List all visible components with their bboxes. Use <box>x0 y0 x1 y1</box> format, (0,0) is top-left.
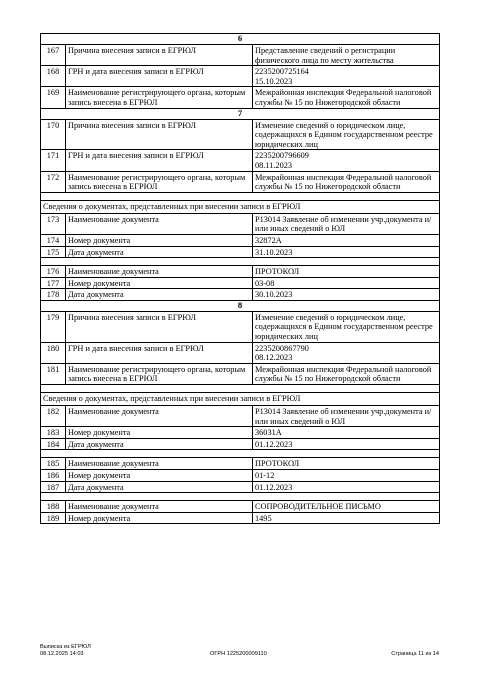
documents-header: Сведения о документах, представленных при внесении записи в ЕГРЮЛ <box>41 200 440 213</box>
spacer-cell <box>41 258 440 266</box>
table-row <box>41 481 440 493</box>
table-row <box>41 150 440 171</box>
row-number: 168 <box>41 66 66 87</box>
field-label: ГРН и дата внесения записи в ЕГРЮЛ <box>66 342 253 363</box>
row-number: 178 <box>41 289 66 301</box>
row-number: 173 <box>41 213 66 234</box>
field-value: 01.12.2023 <box>253 438 440 450</box>
field-label: Номер документа <box>66 234 253 246</box>
field-value: ПРОТОКОЛ <box>253 458 440 470</box>
documents-header-row <box>41 200 440 213</box>
field-value: СОПРОВОДИТЕЛЬНОЕ ПИСЬМО <box>253 501 440 513</box>
field-value: Межрайонная инспекция Федеральной налоговой службы № 15 по Нижегородской области <box>253 363 440 384</box>
field-value: 1495 <box>253 512 440 524</box>
row-number: 183 <box>41 427 66 439</box>
row-number: 181 <box>41 363 66 384</box>
field-label: Номер документа <box>66 470 253 482</box>
field-value: Межрайонная инспекция Федеральной налоговой службы № 15 по Нижегородской области <box>253 87 440 108</box>
row-number: 169 <box>41 87 66 108</box>
row-number: 184 <box>41 438 66 450</box>
table-row <box>41 427 440 439</box>
footer-datetime: 08.12.2025 14:03 <box>40 650 84 657</box>
spacer-row <box>41 258 440 266</box>
spacer-cell <box>41 493 440 501</box>
field-label: Наименование регистрирующего органа, которым запись внесена в ЕГРЮЛ <box>66 87 253 108</box>
table-row <box>41 512 440 524</box>
field-label: Причина внесения записи в ЕГРЮЛ <box>66 311 253 342</box>
table-row <box>41 501 440 513</box>
field-label: Причина внесения записи в ЕГРЮЛ <box>66 45 253 66</box>
field-value: Изменение сведений о юридическом лице, содержащихся в Едином государственном реестре юридических лиц <box>253 311 440 342</box>
table-row <box>41 87 440 108</box>
field-label: Наименование документа <box>66 501 253 513</box>
table-row <box>41 45 440 66</box>
documents-header-row <box>41 393 440 406</box>
field-label: Наименование регистрирующего органа, которым запись внесена в ЕГРЮЛ <box>66 363 253 384</box>
table-row <box>41 66 440 87</box>
egrul-extract-page <box>40 33 439 524</box>
field-label: ГРН и дата внесения записи в ЕГРЮЛ <box>66 150 253 171</box>
records-table-body <box>41 34 440 524</box>
table-row <box>41 277 440 289</box>
documents-header: Сведения о документах, представленных при внесении записи в ЕГРЮЛ <box>41 393 440 406</box>
row-number: 167 <box>41 45 66 66</box>
footer-ogrn: ОГРН 1225200009110 <box>210 651 267 657</box>
field-label: Причина внесения записи в ЕГРЮЛ <box>66 119 253 150</box>
footer-source <box>40 644 91 657</box>
row-number: 172 <box>41 171 66 192</box>
field-value: ПРОТОКОЛ <box>253 266 440 278</box>
field-label: Наименование документа <box>66 406 253 427</box>
field-value: 36031А <box>253 427 440 439</box>
table-row <box>41 342 440 363</box>
footer-source-title: Выписка из ЕГРЮЛ <box>40 644 91 650</box>
field-label: Дата документа <box>66 438 253 450</box>
field-value: 2235200796609 08.11.2023 <box>253 150 440 171</box>
table-row <box>41 406 440 427</box>
table-row <box>41 438 440 450</box>
row-number: 187 <box>41 481 66 493</box>
table-row <box>41 311 440 342</box>
row-number: 179 <box>41 311 66 342</box>
field-value: Изменение сведений о юридическом лице, содержащихся в Едином государственном реестре юридических лиц <box>253 119 440 150</box>
field-label: ГРН и дата внесения записи в ЕГРЮЛ <box>66 66 253 87</box>
field-label: Дата документа <box>66 481 253 493</box>
table-row <box>41 458 440 470</box>
field-value: 01-12 <box>253 470 440 482</box>
field-value: Представление сведений о регистрации физического лица по месту жительства <box>253 45 440 66</box>
records-table <box>40 33 440 524</box>
row-number: 174 <box>41 234 66 246</box>
section-number: 8 <box>41 300 440 311</box>
spacer-cell <box>41 192 440 200</box>
field-value: 31.10.2023 <box>253 246 440 258</box>
spacer-cell <box>41 450 440 458</box>
table-row <box>41 119 440 150</box>
field-value: 30.10.2023 <box>253 289 440 301</box>
row-number: 175 <box>41 246 66 258</box>
spacer-row <box>41 385 440 393</box>
row-number: 170 <box>41 119 66 150</box>
field-value: 32872А <box>253 234 440 246</box>
field-value: Межрайонная инспекция Федеральной налоговой службы № 15 по Нижегородской области <box>253 171 440 192</box>
row-number: 177 <box>41 277 66 289</box>
spacer-row <box>41 493 440 501</box>
field-label: Номер документа <box>66 277 253 289</box>
table-row <box>41 470 440 482</box>
row-number: 189 <box>41 512 66 524</box>
row-number: 182 <box>41 406 66 427</box>
field-value: 2235200725164 15.10.2023 <box>253 66 440 87</box>
row-number: 180 <box>41 342 66 363</box>
row-number: 176 <box>41 266 66 278</box>
row-number: 171 <box>41 150 66 171</box>
section-number-row <box>41 108 440 119</box>
field-value: 2235200867790 08.12.2023 <box>253 342 440 363</box>
field-label: Дата документа <box>66 246 253 258</box>
field-label: Наименование документа <box>66 458 253 470</box>
section-number-row <box>41 300 440 311</box>
table-row <box>41 246 440 258</box>
table-row <box>41 171 440 192</box>
field-value: 01.12.2023 <box>253 481 440 493</box>
table-row <box>41 213 440 234</box>
table-row <box>41 363 440 384</box>
field-label: Наименование регистрирующего органа, которым запись внесена в ЕГРЮЛ <box>66 171 253 192</box>
field-label: Наименование документа <box>66 266 253 278</box>
spacer-row <box>41 192 440 200</box>
field-value: 03-08 <box>253 277 440 289</box>
section-number-row <box>41 34 440 45</box>
spacer-row <box>41 450 440 458</box>
table-row <box>41 234 440 246</box>
section-number: 7 <box>41 108 440 119</box>
footer-page-number: Страница 11 из 14 <box>391 651 439 657</box>
field-label: Наименование документа <box>66 213 253 234</box>
field-label: Дата документа <box>66 289 253 301</box>
field-label: Номер документа <box>66 512 253 524</box>
row-number: 188 <box>41 501 66 513</box>
table-row <box>41 266 440 278</box>
spacer-cell <box>41 385 440 393</box>
table-row <box>41 289 440 301</box>
field-value: Р13014 Заявление об изменении учр.документа и/или иных сведений о ЮЛ <box>253 213 440 234</box>
section-number: 6 <box>41 34 440 45</box>
row-number: 186 <box>41 470 66 482</box>
row-number: 185 <box>41 458 66 470</box>
field-label: Номер документа <box>66 427 253 439</box>
field-value: Р13014 Заявление об изменении учр.документа и/или иных сведений о ЮЛ <box>253 406 440 427</box>
